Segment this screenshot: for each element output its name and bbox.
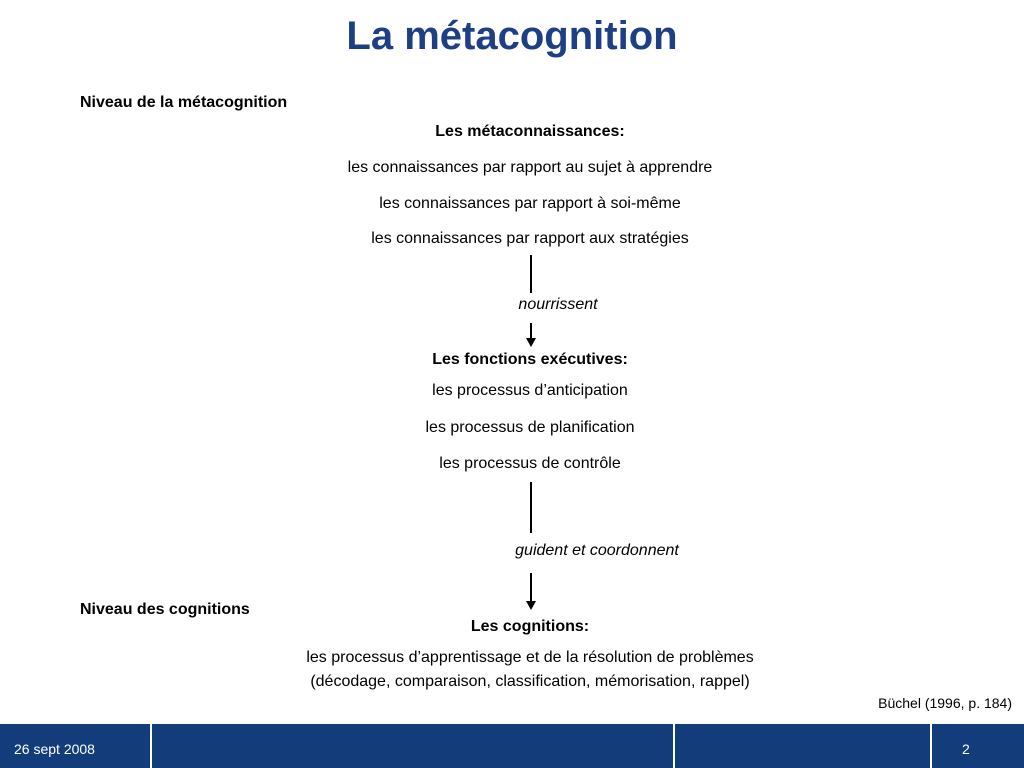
arrow-down-icon-2 bbox=[526, 601, 536, 610]
metaconnaissances-item-2: les connaissances par rapport à soi-même bbox=[379, 195, 681, 212]
link-guident-et-coordonnent: guident et coordonnent bbox=[515, 542, 679, 559]
level-label-metacognition: Niveau de la métacognition bbox=[80, 94, 288, 111]
cognitions-heading: Les cognitions: bbox=[470, 618, 590, 635]
link-nourrissent: nourrissent bbox=[518, 296, 598, 313]
fonctions-item-1: les processus d’anticipation bbox=[432, 382, 628, 399]
fonctions-executives-heading: Les fonctions exécutives: bbox=[432, 351, 628, 368]
level-label-cognitions: Niveau des cognitions bbox=[80, 601, 250, 618]
citation: Büchel (1996, p. 184) bbox=[878, 695, 1012, 711]
footer-date: 26 sept 2008 bbox=[14, 741, 95, 757]
footer-page-number: 2 bbox=[962, 741, 970, 757]
cognitions-item-2: (décodage, comparaison, classification, mémorisation, rappel) bbox=[310, 673, 750, 690]
cognitions-item-1: les processus d’apprentissage et de la résolution de problèmes bbox=[306, 649, 754, 666]
metaconnaissances-heading: Les métaconnaissances: bbox=[435, 123, 625, 140]
footer-segment-page bbox=[932, 724, 1024, 768]
fonctions-item-3: les processus de contrôle bbox=[439, 455, 621, 472]
fonctions-item-2: les processus de planification bbox=[425, 419, 635, 436]
metaconnaissances-item-1: les connaissances par rapport au sujet à apprendre bbox=[347, 159, 713, 176]
arrow-down-icon-1 bbox=[526, 338, 536, 347]
footer-bar bbox=[0, 724, 1024, 768]
footer-segment-right bbox=[675, 724, 930, 768]
metaconnaissances-item-3: les connaissances par rapport aux stratégies bbox=[371, 230, 689, 247]
slide-title: La métacognition bbox=[346, 14, 678, 58]
footer-segment-middle bbox=[152, 724, 673, 768]
